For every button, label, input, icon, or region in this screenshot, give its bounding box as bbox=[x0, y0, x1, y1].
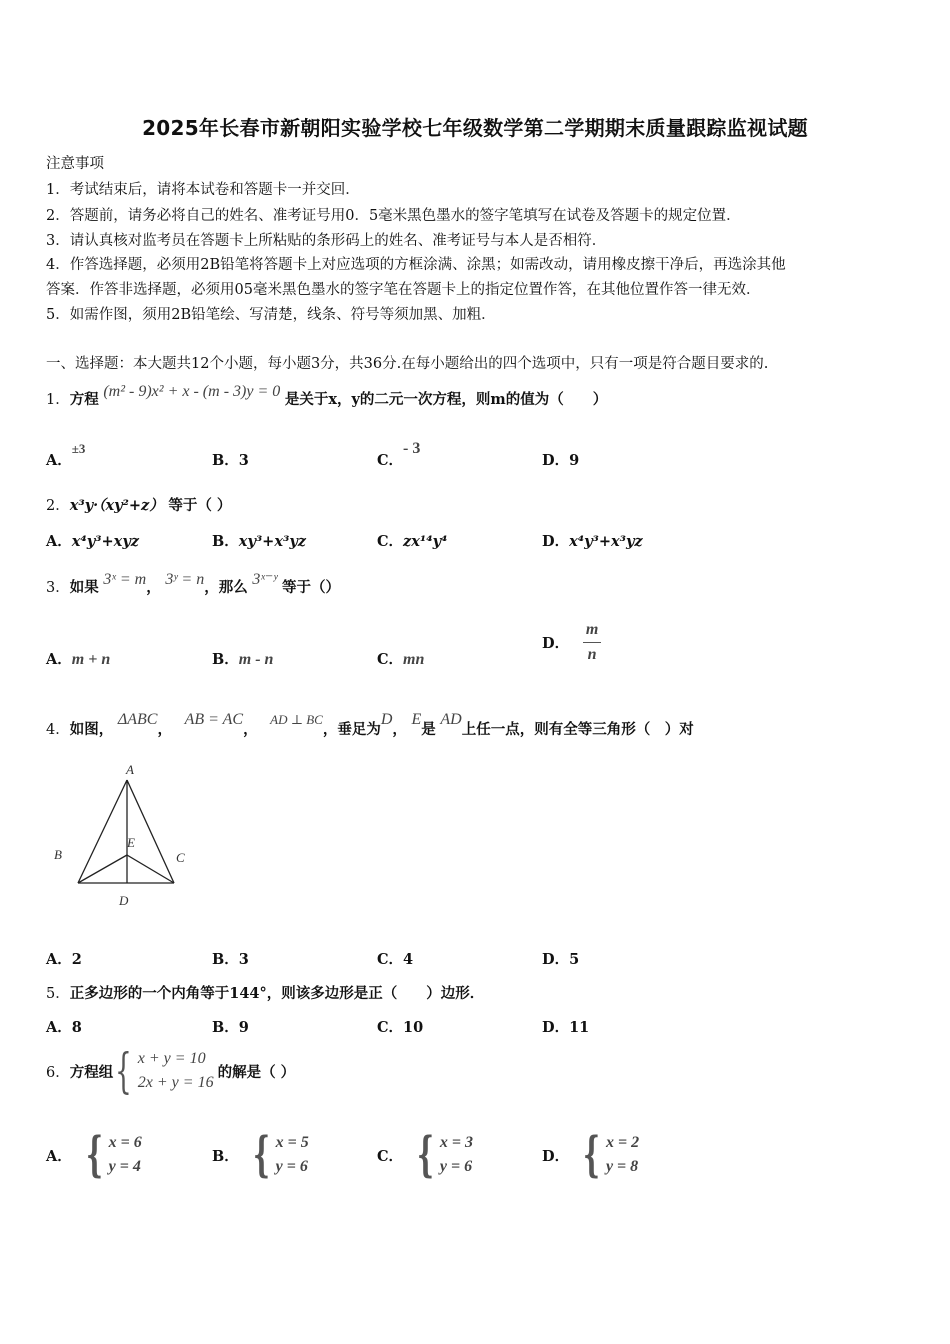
q5-option-c: C．10 bbox=[377, 1019, 424, 1036]
label-e: E bbox=[127, 835, 135, 850]
q6-option-c: C． { x = 3 y = 6 bbox=[377, 1127, 474, 1183]
notice-line-5: 答案．作答非选择题，必须用05毫米黑色墨水的签字笔在答题卡上的指定位置作答，在其他位置作答一律无效． bbox=[46, 282, 761, 298]
question-4: 4．如图， ΔABC， AB = AC， AD ⊥ BC，垂足为D， E是 AD上任一点，则有全等三角形（ ）对 bbox=[46, 711, 694, 738]
q3-d-fraction: $\frac{m}{n}$ bbox=[583, 622, 601, 663]
q1-option-d: D．9 bbox=[542, 452, 580, 469]
q1-pre: 方程 bbox=[69, 391, 99, 408]
label-c: C bbox=[176, 850, 185, 865]
q1-equation: (m² - 9)x² + x - (m - 3)y = 0 bbox=[103, 383, 281, 400]
brace-icon: { bbox=[115, 1043, 133, 1099]
q5-option-a: A．8 bbox=[46, 1019, 82, 1036]
q6-option-a: A． { x = 6 y = 4 bbox=[46, 1127, 142, 1183]
notice-line-3: 3．请认真核对监考员在答题卡上所粘贴的条形码上的姓名、准考证号与本人是否相符． bbox=[46, 233, 607, 249]
q4-option-a: A．2 bbox=[46, 951, 82, 968]
label-d: D bbox=[119, 893, 129, 908]
q3-option-b: B．m - n bbox=[212, 651, 274, 668]
question-3: 3．如果 3ˣ = m， 3ʸ = n，那么 3ˣ⁻ʸ 等于（） bbox=[46, 571, 340, 596]
q2-option-c: C．zx¹⁴y⁴ bbox=[377, 533, 448, 550]
q2-option-a: A．x⁴y³+xyz bbox=[46, 533, 139, 550]
q1-option-c: C．- 3 bbox=[377, 440, 421, 469]
notice-line-6: 5．如需作图，须用2B铅笔绘、写清楚，线条、符号等须加黑、加粗． bbox=[46, 307, 496, 323]
q1-option-b: B．3 bbox=[212, 452, 249, 469]
notice-heading: 注意事项 bbox=[46, 156, 104, 172]
notice-line-4: 4．作答选择题，必须用2B铅笔将答题卡上对应选项的方框涂满、涂黑；如需改动，请用橡皮擦干净后，再选涂其他 bbox=[46, 257, 786, 273]
q1-post: 是关于x，y的二元一次方程，则m的值为（ ） bbox=[284, 391, 608, 408]
question-2: 2．x³y·（xy²+z） 等于（ ） bbox=[46, 497, 232, 514]
triangle-figure bbox=[50, 758, 200, 910]
edge-ab bbox=[78, 780, 127, 883]
question-1 bbox=[46, 383, 608, 409]
q3-option-a: A．m + n bbox=[46, 651, 111, 668]
q4-option-c: C．4 bbox=[377, 951, 414, 968]
brace-icon: { bbox=[417, 1127, 435, 1183]
q5-option-d: D．11 bbox=[542, 1019, 590, 1036]
question-5: 5．正多边形的一个内角等于144°，则该多边形是正（ ）边形． bbox=[46, 985, 485, 1002]
brace-icon: { bbox=[583, 1127, 601, 1183]
q6-option-b: B． { x = 5 y = 6 bbox=[212, 1127, 309, 1183]
page-title: 2025年长春市新朝阳实验学校七年级数学第二学期期末质量跟踪监视试题 bbox=[142, 116, 808, 140]
q3-option-d: D． $\frac{m}{n}$ bbox=[542, 622, 601, 663]
q2-option-b: B．xy³+x³yz bbox=[212, 533, 306, 550]
edge-ac bbox=[127, 780, 174, 883]
q3-option-c: C．mn bbox=[377, 651, 425, 668]
section-heading: 一、选择题：本大题共12个小题，每小题3分，共36分.在每小题给出的四个选项中，只有一项是符合题目要求的. bbox=[46, 356, 769, 372]
notice-line-2: 2．答题前，请务必将自己的姓名、准考证号用0．5毫米黑色墨水的签字笔填写在试卷及答题卡的规定位置． bbox=[46, 208, 741, 224]
q6-option-d: D． { x = 2 y = 8 bbox=[542, 1127, 640, 1183]
label-a: A bbox=[126, 762, 134, 777]
brace-icon: { bbox=[252, 1127, 270, 1183]
q1-option-a: A．±3 bbox=[46, 441, 86, 469]
q2-option-d: D．x⁴y³+x³yz bbox=[542, 533, 643, 550]
q4-option-d: D．5 bbox=[542, 951, 580, 968]
question-6: 6． 方程组 { x + y = 10 2x + y = 16 的解是（ ） bbox=[46, 1043, 296, 1099]
q4-option-b: B．3 bbox=[212, 951, 249, 968]
label-b: B bbox=[54, 847, 62, 862]
q1-number: 1． bbox=[46, 392, 70, 408]
brace-icon: { bbox=[85, 1127, 103, 1183]
q6-system: { x + y = 10 2x + y = 16 bbox=[115, 1043, 214, 1099]
q5-option-b: B．9 bbox=[212, 1019, 249, 1036]
notice-line-1: 1．考试结束后，请将本试卷和答题卡一并交回． bbox=[46, 182, 360, 198]
